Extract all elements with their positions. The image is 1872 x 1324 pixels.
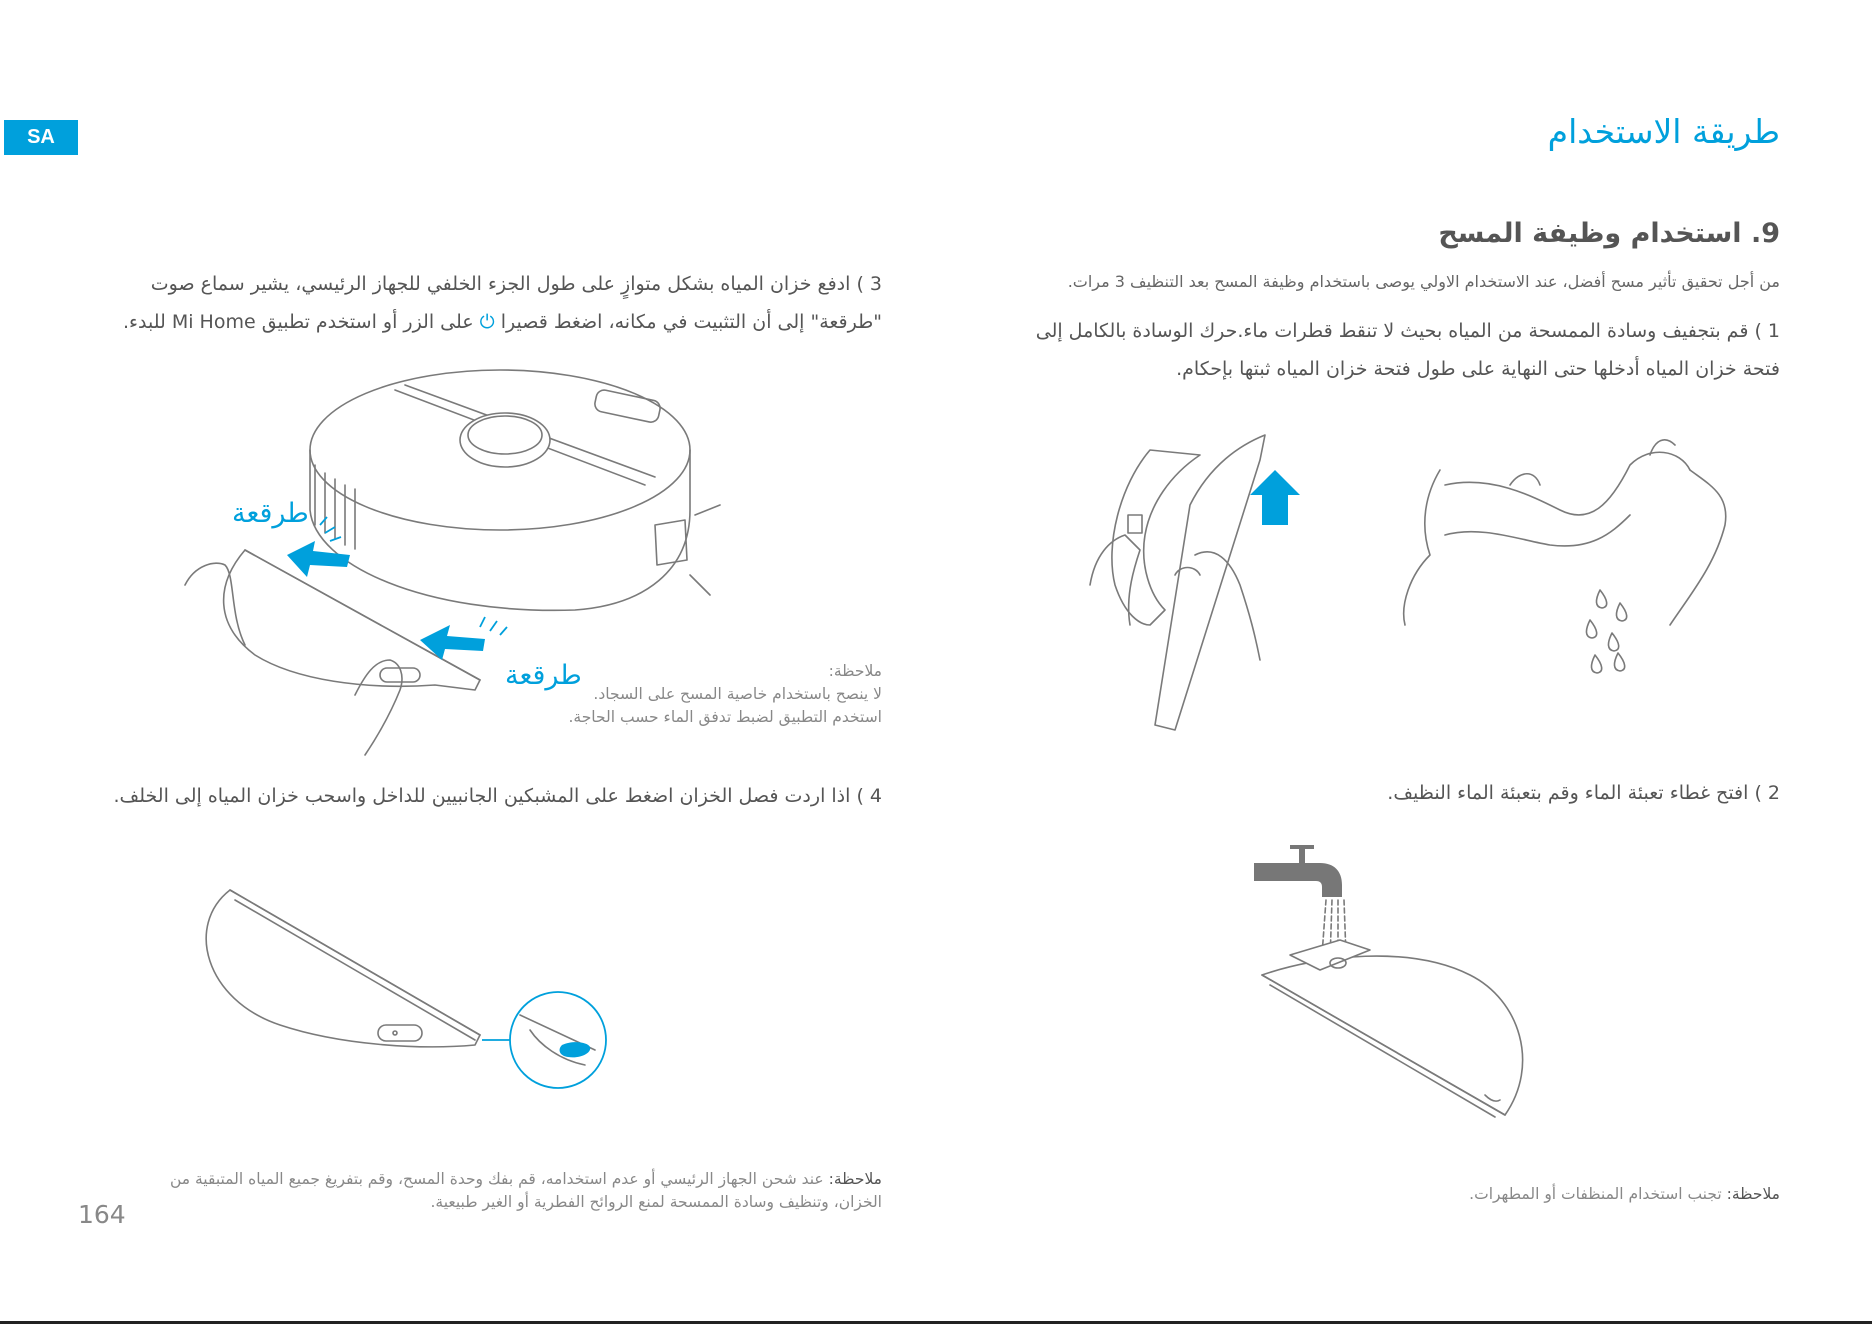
step-4-note-label: ملاحظة:: [828, 1170, 882, 1188]
step-4-note: [122, 1168, 882, 1214]
step-3-line-2-part-b: على الزر أو استخدم تطبيق Mi Home للبدء.: [123, 311, 480, 333]
robot-vacuum-drawing: [310, 370, 720, 610]
water-tank-drawing: [206, 890, 480, 1047]
step-3-note: [542, 660, 882, 729]
step-1-line-1: 1 ) قم بتجفيف وسادة الممسحة من المياه بحيث لا تنقط قطرات ماء.حرك الوسادة بالكامل إلى: [1035, 320, 1780, 342]
step-4-illustration: [200, 885, 620, 1095]
step-3-note-line-1: لا ينصح باستخدام خاصية المسح على السجاد.: [593, 685, 882, 703]
step-1-text: [920, 312, 1780, 388]
step-1-line-2: فتحة خزان المياه أدخلها حتى النهاية على طول فتحة خزان المياه ثبتها بإحكام.: [1176, 358, 1780, 380]
step-3-text: [22, 265, 882, 341]
step-4-text: 4 ) اذا اردت فصل الخزان اضغط على المشبكين الجانبيين للداخل واسحب خزان المياه إلى الخلف.: [113, 785, 882, 807]
step-1-illustration: [1090, 425, 1750, 745]
region-badge: SA: [4, 120, 78, 155]
step-2-text: 2 ) افتح غطاء تعبئة الماء وقم بتعبئة الماء النظيف.: [1387, 782, 1780, 804]
step-3-note-title: ملاحظة:: [828, 662, 882, 680]
step-4-note-text-1: عند شحن الجهاز الرئيسي أو عدم استخدامه، قم بفك وحدة المسح، وقم بتفريغ جميع المياه المتبقية من: [169, 1170, 829, 1188]
section-title: 9. استخدام وظيفة المسح: [1438, 218, 1780, 249]
power-icon: ⏻: [479, 311, 495, 333]
step-2-note-label: ملاحظة:: [1726, 1185, 1780, 1203]
step-3-line-2: [22, 303, 882, 341]
step-4-note-line-2: الخزان، وتنظيف وسادة الممسحة لمنع الروائح الفطرية أو الغير طبيعية.: [430, 1193, 882, 1211]
clip-zoom-callout: [482, 992, 606, 1088]
step-3-line-2-part-a: "طرقعة" إلى أن التثبيت في مكانه، اضغط قصيرا: [494, 311, 882, 333]
section-intro: من أجل تحقيق تأثير مسح أفضل، عند الاستخدام الاولي يوصى باستخدام وظيفة المسح بعد التنظيف 3 مرات.: [1067, 272, 1780, 291]
step-3-line-1: 3 ) ادفع خزان المياه بشكل متوازٍ على طول الجزء الخلفي للجهاز الرئيسي، يشير سماع صوت: [150, 273, 882, 295]
step-2-note-text: تجنب استخدام المنظفات أو المطهرات.: [1469, 1185, 1727, 1203]
step-4-note-line-1: [122, 1168, 882, 1191]
page-title: طريقة الاستخدام: [1547, 112, 1780, 151]
step-2-illustration: [1250, 845, 1560, 1135]
page-number: 164: [78, 1200, 126, 1229]
faucet-drawing: [1254, 845, 1342, 897]
click-label-bottom: طرقعة: [505, 660, 582, 691]
click-label-top: طرقعة: [232, 498, 309, 529]
step-2-note: [1180, 1183, 1780, 1206]
water-tank-drawing: [1262, 940, 1523, 1117]
pad-wring-drawing: [1404, 440, 1726, 673]
pad-insert-drawing: [1090, 435, 1300, 730]
step-3-note-line-2: استخدم التطبيق لضبط تدفق الماء حسب الحاجة.: [568, 708, 882, 726]
